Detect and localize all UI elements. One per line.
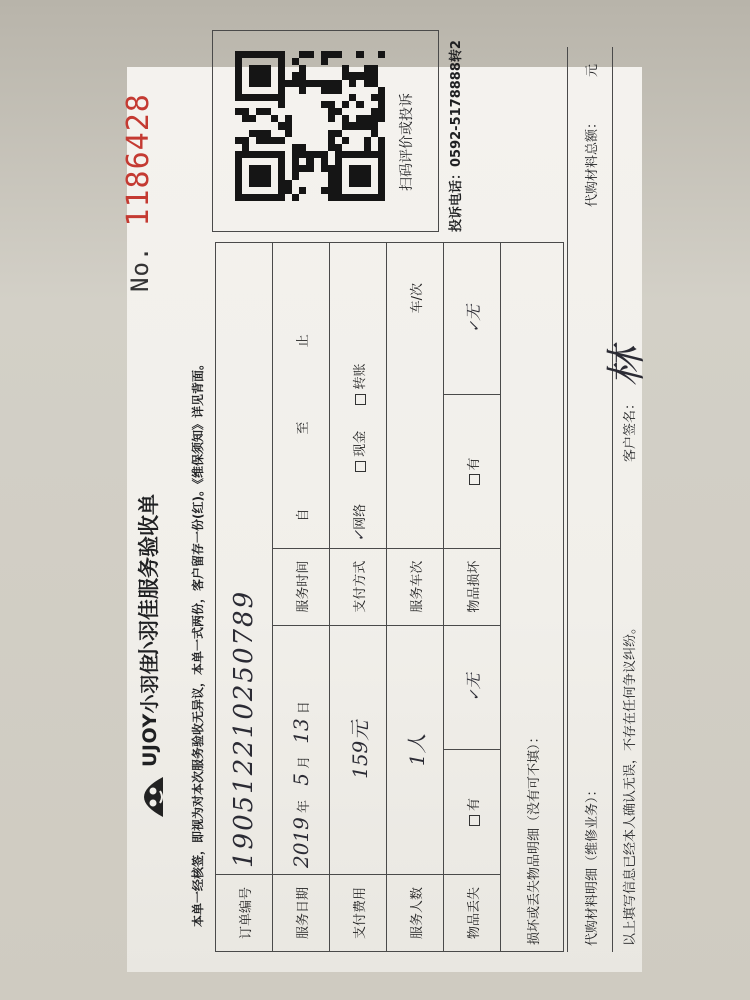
qr-caption: 扫码评价或投诉 — [399, 93, 415, 191]
table-row — [444, 243, 501, 952]
service-time-value — [273, 243, 330, 549]
qr-code — [235, 51, 385, 201]
staff-count-handwriting: 1人 — [404, 733, 429, 767]
pay-online-label: 网络 — [352, 503, 368, 530]
pay-method-options — [330, 243, 387, 549]
day-char: 日 — [297, 701, 312, 715]
table-row — [273, 243, 330, 952]
pay-cash-label: 现金 — [352, 430, 368, 457]
item-damaged-label: 物品损坏 — [444, 548, 501, 625]
order-no-value — [216, 243, 273, 875]
date-month: 5 — [289, 773, 313, 786]
time-to: 至 — [295, 421, 311, 435]
pay-amount-value — [330, 625, 387, 874]
order-no-handwriting: 190512210250789 — [229, 589, 259, 868]
confirm-text: 以上填写信息已经本人确认无误，不存在任何争议纠纷。 — [623, 620, 638, 946]
notice-text: 本单一经核签，即视为对本次服务验收无异议，本单一式两份，客户留存一份(红)。《维保须知》详见背面。 — [191, 358, 205, 927]
materials-unit: 元 — [585, 63, 600, 77]
lost-has-label: 有 — [466, 797, 482, 811]
lost-none-handwriting: 无 — [463, 673, 483, 690]
visits-label: 服务车次 — [387, 548, 444, 625]
signature-label: 客户签名： — [623, 396, 638, 462]
materials-label: 代购材料明细（维修业务）： — [585, 783, 600, 946]
table-row — [387, 243, 444, 952]
qr-code-box — [212, 30, 439, 232]
table-row — [216, 243, 273, 952]
pay-amount-label: 支付费用 — [330, 875, 387, 952]
date-year: 2019 — [289, 817, 313, 868]
pay-transfer-option[interactable] — [353, 364, 368, 405]
pay-method-label: 支付方式 — [330, 548, 387, 625]
damaged-none-handwriting: 无 — [463, 304, 483, 321]
serial-value: 1186428 — [121, 93, 156, 227]
table-row — [330, 243, 387, 952]
item-damaged-has-option[interactable] — [444, 395, 501, 548]
service-date-value — [273, 625, 330, 874]
month-char: 月 — [297, 755, 312, 769]
damage-detail-label: 损坏或丢失物品明细（没有可不填）： — [526, 730, 542, 945]
pay-cash-option[interactable] — [353, 431, 368, 472]
pay-transfer-label: 转账 — [352, 363, 368, 390]
item-lost-label: 物品丢失 — [444, 875, 501, 952]
service-time-label: 服务时间 — [273, 548, 330, 625]
page-title: 小羽佳服务验收单 — [137, 494, 161, 662]
item-damaged-none[interactable]: ✓无 — [444, 243, 501, 395]
lost-has-checkbox[interactable] — [469, 815, 480, 826]
staff-count-value — [387, 625, 444, 874]
transfer-checkbox[interactable] — [355, 394, 366, 405]
serial-number — [121, 93, 156, 292]
pay-online-option[interactable]: ✓网络 — [351, 503, 368, 542]
visits-value — [387, 243, 444, 549]
damaged-has-checkbox[interactable] — [469, 474, 480, 485]
item-lost-has-option[interactable] — [444, 749, 501, 874]
date-day: 13 — [289, 718, 313, 744]
staff-count-label: 服务人数 — [387, 875, 444, 952]
damage-detail-row — [501, 243, 564, 952]
order-no-label: 订单编号 — [216, 875, 273, 952]
signature-value: 林 — [604, 347, 650, 387]
cash-checkbox[interactable] — [355, 461, 366, 472]
visits-unit: 车/次 — [409, 283, 425, 314]
pay-amount-handwriting: 159元 — [347, 720, 372, 779]
year-char: 年 — [297, 799, 312, 813]
time-end: 止 — [295, 334, 311, 348]
materials-total-label: 代购材料总额： — [585, 115, 600, 207]
serial-label: No. — [126, 245, 154, 292]
service-table — [215, 242, 564, 952]
brand-logo — [123, 772, 173, 822]
materials-row — [567, 47, 613, 952]
service-date-label: 服务日期 — [273, 875, 330, 952]
time-from: 自 — [295, 508, 311, 522]
complaint-phone: 投诉电话：0592-5178888转2 — [449, 40, 464, 232]
receipt-paper — [121, 40, 650, 972]
brand-text: UJOY小羽佳 — [139, 654, 161, 767]
table-row — [501, 243, 564, 952]
damaged-has-label: 有 — [466, 457, 482, 471]
item-lost-none[interactable]: ✓无 — [444, 625, 501, 749]
